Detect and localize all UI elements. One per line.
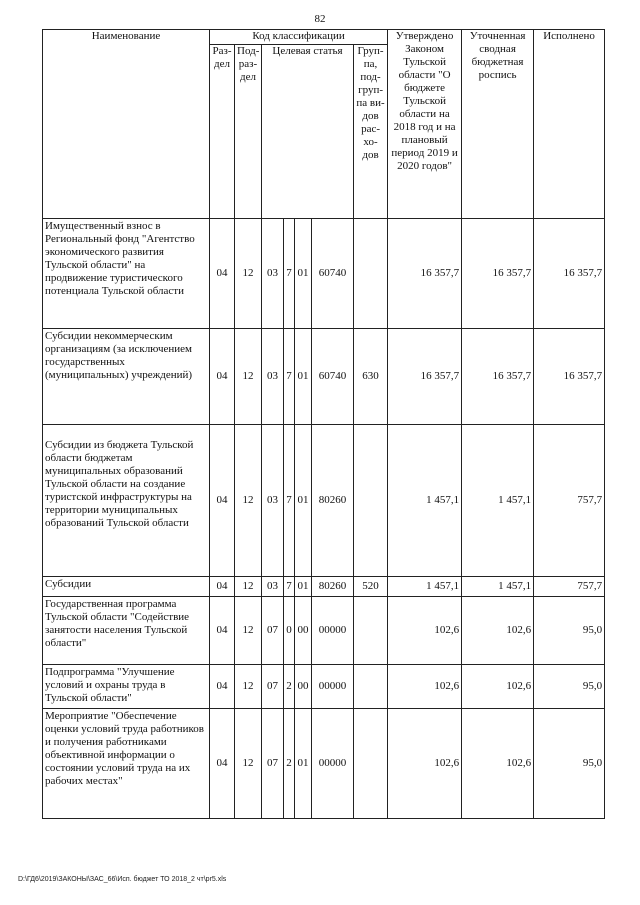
cell-subsection: 12 [235,425,262,577]
cell-approved: 102,6 [388,709,462,819]
cell-executed: 16 357,7 [534,219,605,329]
cell-target-3: 00 [295,665,312,709]
cell-target-4: 80260 [312,577,354,597]
cell-expense-group [354,709,388,819]
cell-target-1: 03 [262,577,284,597]
cell-target-1: 03 [262,425,284,577]
cell-approved: 1 457,1 [388,425,462,577]
cell-executed: 757,7 [534,577,605,597]
cell-subsection: 12 [235,597,262,665]
cell-section: 04 [210,597,235,665]
cell-approved: 102,6 [388,665,462,709]
cell-target-4: 60740 [312,219,354,329]
cell-expense-group [354,219,388,329]
cell-executed: 95,0 [534,597,605,665]
cell-approved: 1 457,1 [388,577,462,597]
cell-expense-group: 520 [354,577,388,597]
cell-target-2: 7 [284,577,295,597]
table-row [43,597,605,665]
row-name: Мероприятие "Обеспечение оценки условий труда работников и получения работниками объективной информации о состоянии условий труда на их рабочих местах" [43,709,210,819]
cell-refined: 102,6 [462,709,534,819]
table-row [43,665,605,709]
cell-approved: 102,6 [388,597,462,665]
header-name: Наименование [43,30,210,219]
cell-target-1: 07 [262,665,284,709]
row-name: Подпрограмма "Улучшение условий и охраны труда в Тульской области" [43,665,210,709]
table-row [43,709,605,819]
cell-refined: 16 357,7 [462,219,534,329]
cell-subsection: 12 [235,709,262,819]
cell-refined: 102,6 [462,665,534,709]
budget-table [42,29,605,819]
cell-section: 04 [210,329,235,425]
cell-target-3: 00 [295,597,312,665]
header-target-article: Целевая статья [262,45,354,219]
cell-target-1: 03 [262,329,284,425]
cell-refined: 102,6 [462,597,534,665]
cell-target-1: 07 [262,597,284,665]
cell-target-2: 7 [284,329,295,425]
cell-target-2: 0 [284,597,295,665]
cell-subsection: 12 [235,577,262,597]
cell-section: 04 [210,425,235,577]
cell-subsection: 12 [235,329,262,425]
cell-target-2: 2 [284,665,295,709]
cell-subsection: 12 [235,219,262,329]
cell-target-4: 00000 [312,709,354,819]
file-path-footer: D:\ГД6\2019\ЗАКОНЫ\ЗАС_66\Исп. бюджет ТО 2018_2 чт\pr5.xls [18,876,227,883]
cell-target-2: 2 [284,709,295,819]
cell-target-4: 80260 [312,425,354,577]
cell-executed: 95,0 [534,709,605,819]
cell-target-4: 00000 [312,597,354,665]
table-row [43,425,605,577]
cell-executed: 16 357,7 [534,329,605,425]
row-name: Государственная программа Тульской области "Содействие занятости населения Тульской области" [43,597,210,665]
cell-refined: 1 457,1 [462,425,534,577]
row-name: Субсидии из бюджета Тульской области бюджетам муниципальных образований Тульской области на создание туристской инфраструктуры на территории муниципальных образований Тульской области [43,425,210,577]
row-name: Субсидии [43,577,210,597]
cell-expense-group: 630 [354,329,388,425]
cell-executed: 757,7 [534,425,605,577]
cell-expense-group [354,665,388,709]
header-approved: Утверждено Законом Тульской области "О бюджете Тульской области на 2018 год и на плановый период 2019 и 2020 годов" [388,30,462,219]
cell-refined: 1 457,1 [462,577,534,597]
table-row [43,329,605,425]
cell-subsection: 12 [235,665,262,709]
cell-section: 04 [210,219,235,329]
row-name: Субсидии некоммерческим организациям (за исключением государственных (муниципальных) учреждений) [43,329,210,425]
header-code-group: Код классификации [210,30,388,45]
cell-expense-group [354,425,388,577]
header-section: Раз-дел [210,45,235,219]
header-subsection: Под-раз-дел [235,45,262,219]
cell-section: 04 [210,665,235,709]
cell-expense-group [354,597,388,665]
table-row [43,219,605,329]
cell-refined: 16 357,7 [462,329,534,425]
cell-target-3: 01 [295,709,312,819]
cell-target-3: 01 [295,219,312,329]
row-name: Имущественный взнос в Региональный фонд "Агентство экономического развития Тульской области" на продвижение туристического потенциала Тульской области [43,219,210,329]
cell-target-3: 01 [295,329,312,425]
cell-target-2: 7 [284,425,295,577]
header-expense-group: Груп-па, под-груп-па ви-дов рас-хо-дов [354,45,388,219]
cell-target-2: 7 [284,219,295,329]
cell-approved: 16 357,7 [388,329,462,425]
table-row [43,577,605,597]
cell-target-1: 07 [262,709,284,819]
cell-section: 04 [210,577,235,597]
cell-section: 04 [210,709,235,819]
cell-target-4: 60740 [312,329,354,425]
cell-target-4: 00000 [312,665,354,709]
cell-executed: 95,0 [534,665,605,709]
cell-target-1: 03 [262,219,284,329]
cell-target-3: 01 [295,577,312,597]
header-executed: Исполнено [534,30,605,219]
cell-approved: 16 357,7 [388,219,462,329]
cell-target-3: 01 [295,425,312,577]
page-number: 82 [314,13,326,25]
header-refined: Уточненная сводная бюджетная роспись [462,30,534,219]
